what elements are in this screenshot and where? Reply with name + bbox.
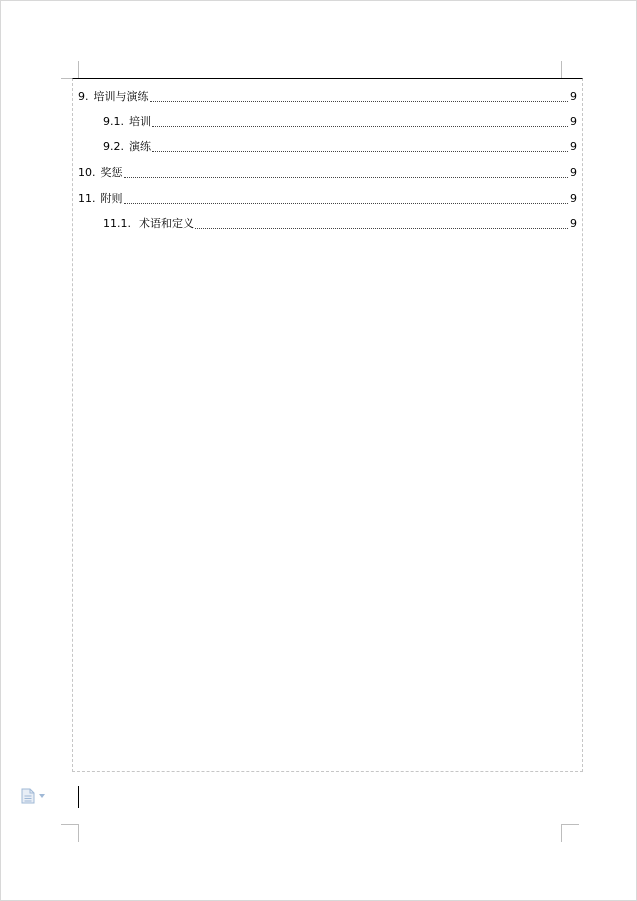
toc-entry[interactable]: [78, 188, 577, 206]
toc-page-number: 9: [570, 217, 577, 230]
toc-entry[interactable]: [103, 136, 577, 154]
toc-entry-number: 11.: [78, 192, 96, 205]
chevron-down-icon: [39, 794, 45, 798]
toc-entry-number: 11.1.: [103, 217, 131, 230]
toc-leader: [150, 101, 569, 102]
toc-entry-number: 9.: [78, 90, 89, 103]
toc-leader: [195, 228, 568, 229]
toc-entry-title: 演练: [129, 140, 151, 153]
document-icon: [21, 788, 35, 804]
paste-options-button[interactable]: [21, 788, 43, 804]
toc-entry[interactable]: [103, 111, 577, 129]
toc-leader: [152, 151, 568, 152]
toc-page-number: 9: [570, 90, 577, 103]
toc-leader: [124, 203, 569, 204]
toc-leader: [124, 177, 569, 178]
crop-mark-top-left: [61, 61, 79, 79]
toc-entry-title: 培训与演练: [93, 90, 149, 103]
text-boundary: [72, 78, 583, 772]
toc-entry-title: 附则: [100, 192, 123, 205]
toc-entry-title: 培训: [129, 115, 151, 128]
crop-mark-bottom-right: [561, 824, 579, 842]
toc-entry[interactable]: [103, 213, 577, 231]
toc-entry[interactable]: [78, 86, 577, 104]
toc-page-number: 9: [570, 192, 577, 205]
toc-entry-title: 奖惩: [100, 166, 123, 179]
toc-entry[interactable]: [78, 162, 577, 180]
toc-entry-number: 9.1.: [103, 115, 124, 128]
toc-page-number: 9: [570, 140, 577, 153]
toc-entry-title: 术语和定义: [139, 217, 194, 230]
toc-entry-number: 9.2.: [103, 140, 124, 153]
crop-mark-top-right: [561, 61, 579, 79]
toc-page-number: 9: [570, 115, 577, 128]
toc-page-number: 9: [570, 166, 577, 179]
toc-entry-number: 10.: [78, 166, 96, 179]
text-cursor: [78, 786, 79, 808]
toc-leader: [152, 126, 568, 127]
crop-mark-bottom-left: [61, 824, 79, 842]
